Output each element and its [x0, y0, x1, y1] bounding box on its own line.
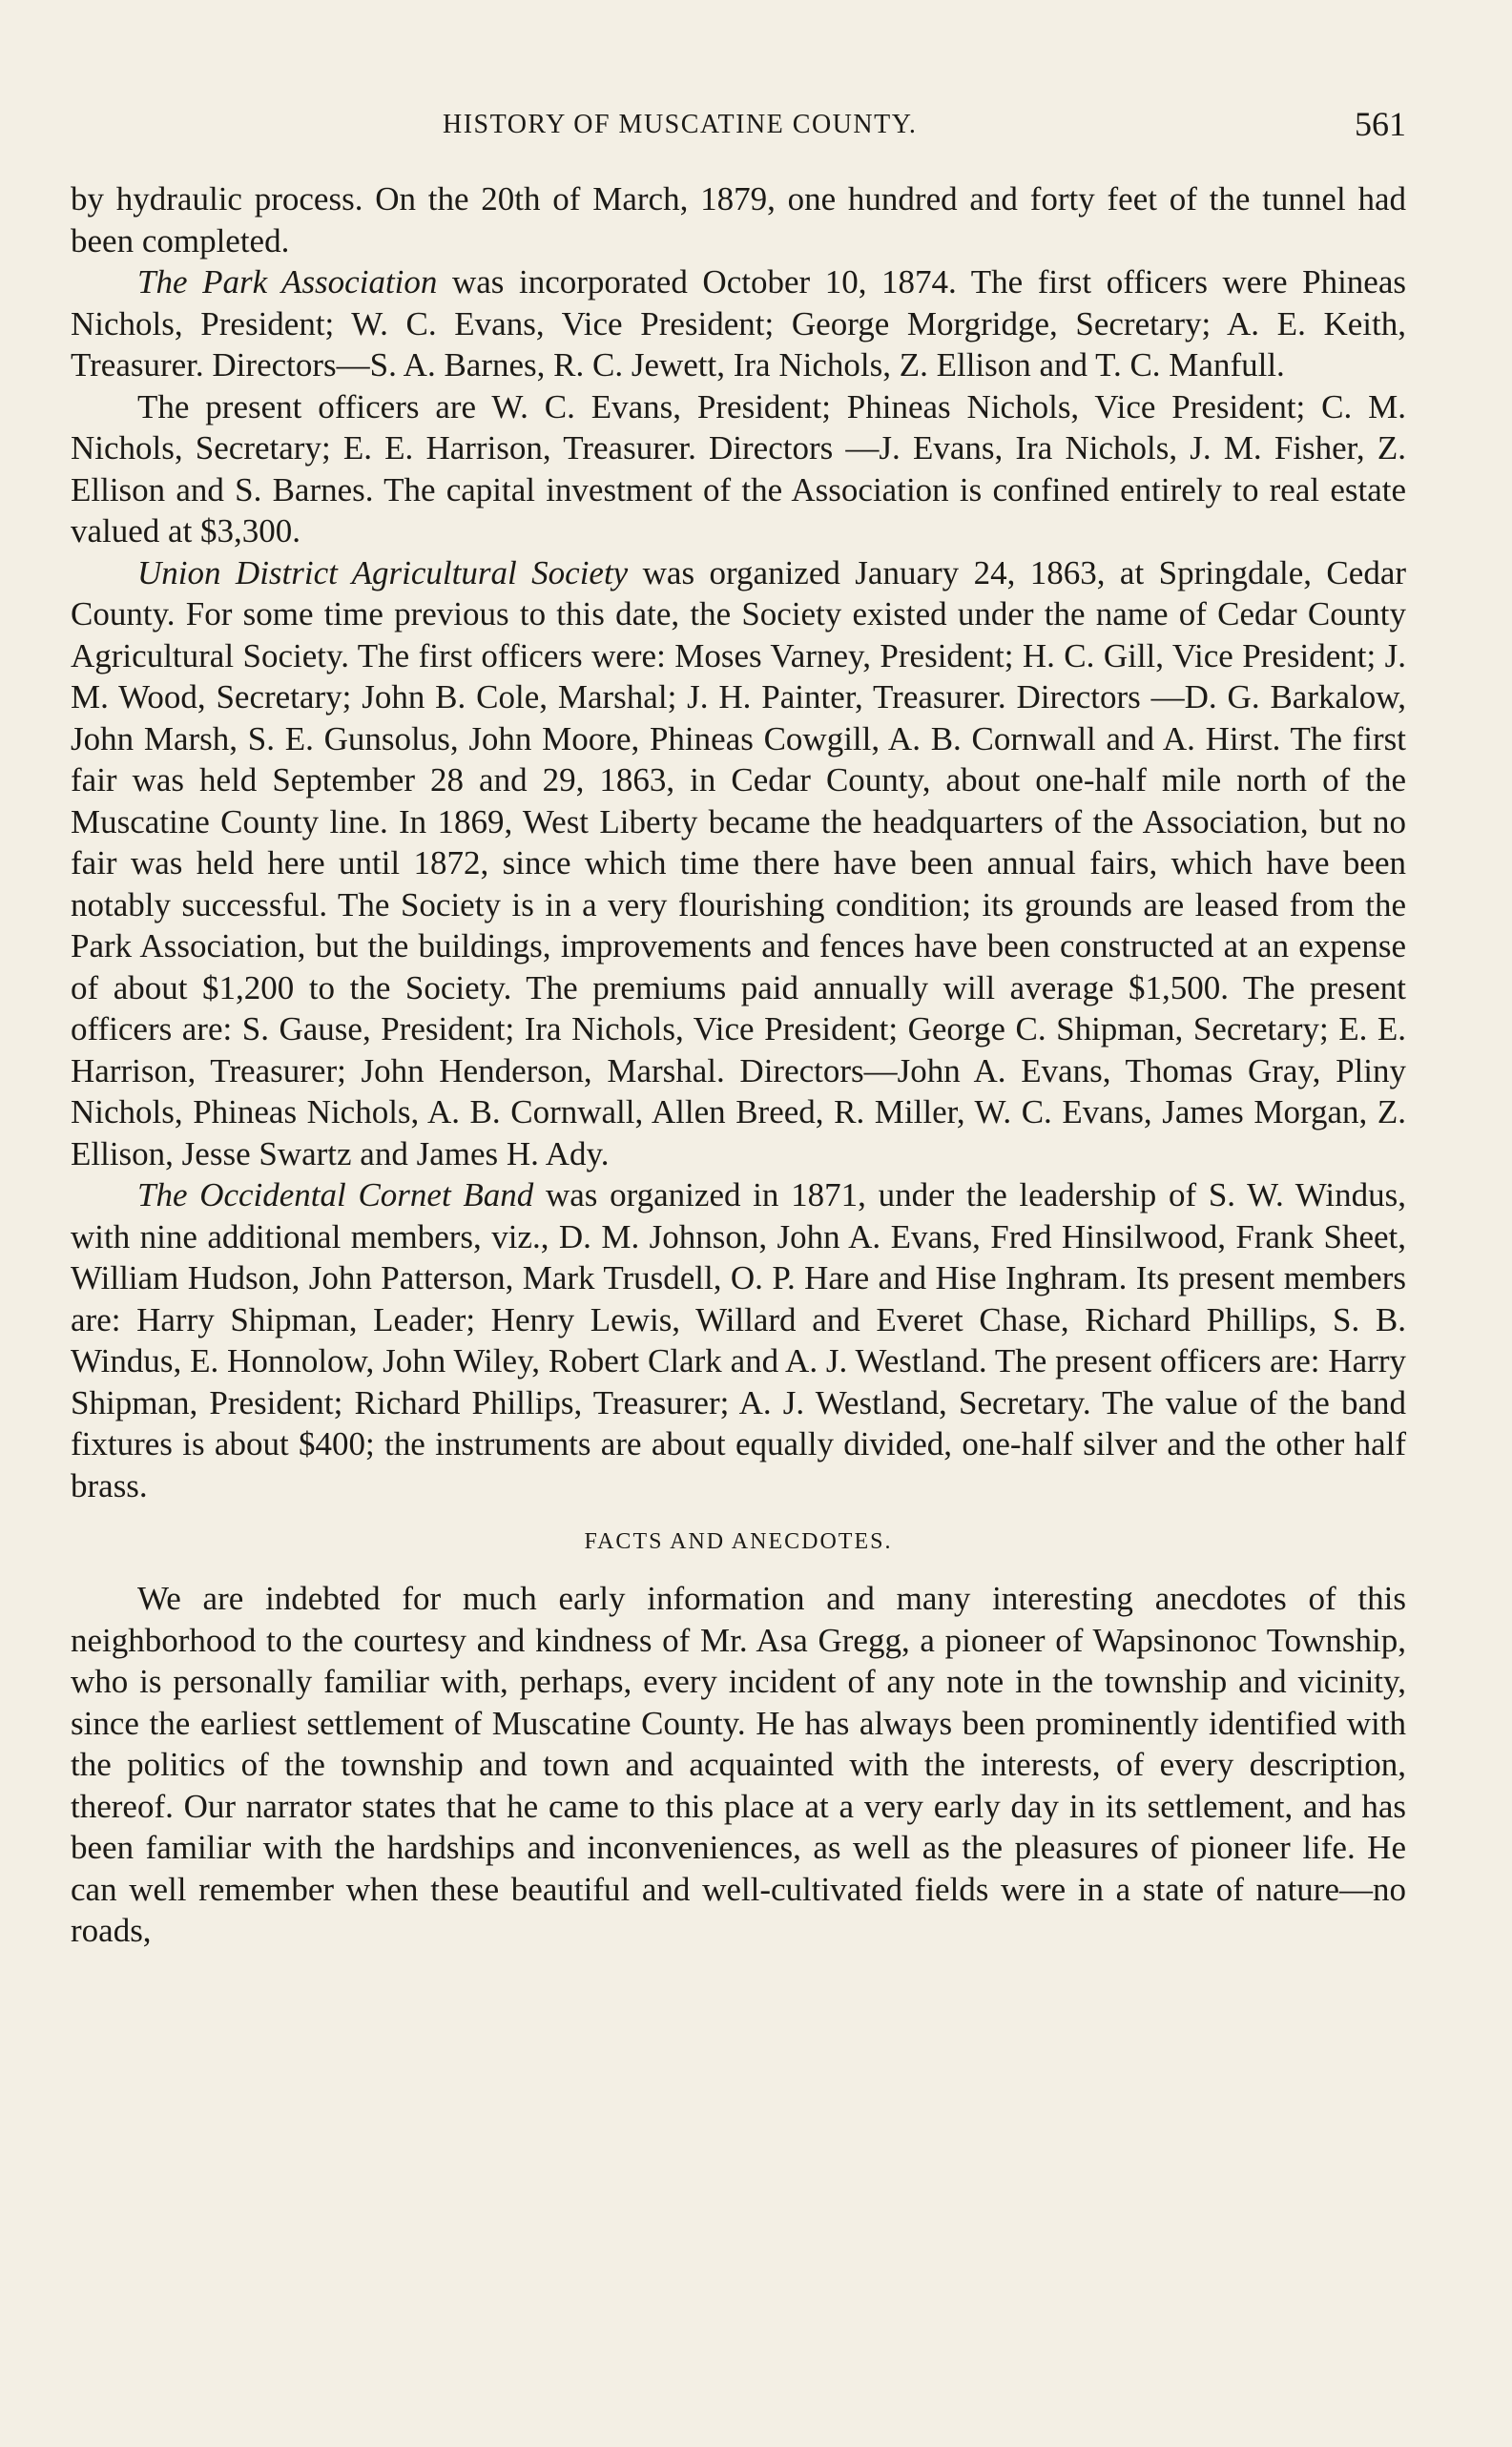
paragraph-lead-italic: Union District Agricultural Society — [137, 553, 629, 591]
page-number: 561 — [1355, 105, 1406, 143]
paragraph-text: We are indebted for much early information and many interesting anecdotes of this neighborhood to the courtesy and kindness of Mr. Asa Gregg, a pioneer of Wapsinonoc Township, who is personally familiar with, perhaps, every incident of any note in the township and vicinity, since the earliest settlement of Muscatine County. He has always been prominently identified with the politics of the township and town and acquainted with the interests, of every description, thereof. Our narrator states that he came to this place at a very early day in its settlement, and has been familiar with the hardships and inconveniences, as well as the pleasures of pioneer life. He can well remember when these beautiful and well-cultivated fields were in a state of nature—no roads, — [71, 1580, 1406, 1949]
body-text — [71, 178, 1406, 1952]
paragraph-present-officers — [71, 386, 1406, 552]
paragraph-lead-italic: The Occidental Cornet Band — [137, 1176, 534, 1213]
paragraph-lead-italic: The Park Association — [137, 263, 438, 301]
paragraph-park-association — [71, 261, 1406, 386]
paragraph-text: was incorporated October 10, 1874. The first officers were Phineas Nichols, President; W. C. Evans, Vice President; George Morgridge, Secretary; A. E. Keith, Treasurer. Directors—S. A. Barnes, R. C. Jewett, Ira Nichols, Z. Ellison and T. C. Manfull. — [71, 263, 1406, 384]
paragraph-tunnel-continuation — [71, 178, 1406, 261]
book-page — [71, 100, 1406, 1952]
paragraph-text: by hydraulic process. On the 20th of March, 1879, one hundred and forty feet of the tunnel had been completed. — [71, 180, 1406, 259]
paragraph-text: The present officers are W. C. Evans, President; Phineas Nichols, Vice President; C. M. Nichols, Secretary; E. E. Harrison, Treasurer. Directors —J. Evans, Ira Nichols, J. M. Fisher, Z. Ellison and S. Barnes. The capital investment of the Association is confined entirely to real estate valued at $3,300. — [71, 387, 1406, 550]
paragraph-text: was organized in 1871, under the leadership of S. W. Windus, with nine additional members, viz., D. M. Johnson, John A. Evans, Fred Hinsilwood, Frank Sheet, William Hudson, John Patterson, Mark Trusdell, O. P. Hare and Hise Inghram. Its present members are: Harry Shipman, Leader; Henry Lewis, Willard and Everet Chase, Richard Phillips, S. B. Windus, E. Honnolow, John Wiley, Robert Clark and A. J. Westland. The present officers are: Harry Shipman, President; Richard Phillips, Treasurer; A. J. Westland, Secretary. The value of the band fixtures is about $400; the instruments are about equally divided, one-half silver and the other half brass. — [71, 1176, 1406, 1504]
running-title: HISTORY OF MUSCATINE COUNTY. — [443, 110, 918, 139]
section-heading: FACTS AND ANECDOTES. — [584, 1529, 893, 1554]
paragraph-cornet-band — [71, 1174, 1406, 1506]
paragraph-facts-anecdotes — [71, 1578, 1406, 1952]
paragraph-agricultural-society — [71, 552, 1406, 1175]
paragraph-text: was organized January 24, 1863, at Springdale, Cedar County. For some time previous to this date, the Society existed under the name of Cedar County Agricultural Society. The first officers were: Moses Varney, President; H. C. Gill, Vice President; J. M. Wood, Secretary; John B. Cole, Marshal; J. H. Painter, Treasurer. Directors —D. G. Barkalow, John Marsh, S. E. Gunsolus, John Moore, Phineas Cowgill, A. B. Cornwall and A. Hirst. The first fair was held September 28 and 29, 1863, in Cedar County, about one-half mile north of the Muscatine County line. In 1869, West Liberty became the headquarters of the Association, but no fair was held here until 1872, since which time there have been annual fairs, which have been notably successful. The Society is in a very flourishing condition; its grounds are leased from the Park Association, but the buildings, improvements and fences have been constructed at an expense of about $1,200 to the Society. The premiums paid annually will average $1,500. The present officers are: S. Gause, President; Ira Nichols, Vice President; George C. Shipman, Secretary; E. E. Harrison, Treasurer; John Henderson, Marshal. Directors—John A. Evans, Thomas Gray, Pliny Nichols, Phineas Nichols, A. B. Cornwall, Allen Breed, R. Miller, W. C. Evans, James Morgan, Z. Ellison, Jesse Swartz and James H. Ady. — [71, 553, 1407, 1172]
running-header — [71, 100, 1406, 157]
